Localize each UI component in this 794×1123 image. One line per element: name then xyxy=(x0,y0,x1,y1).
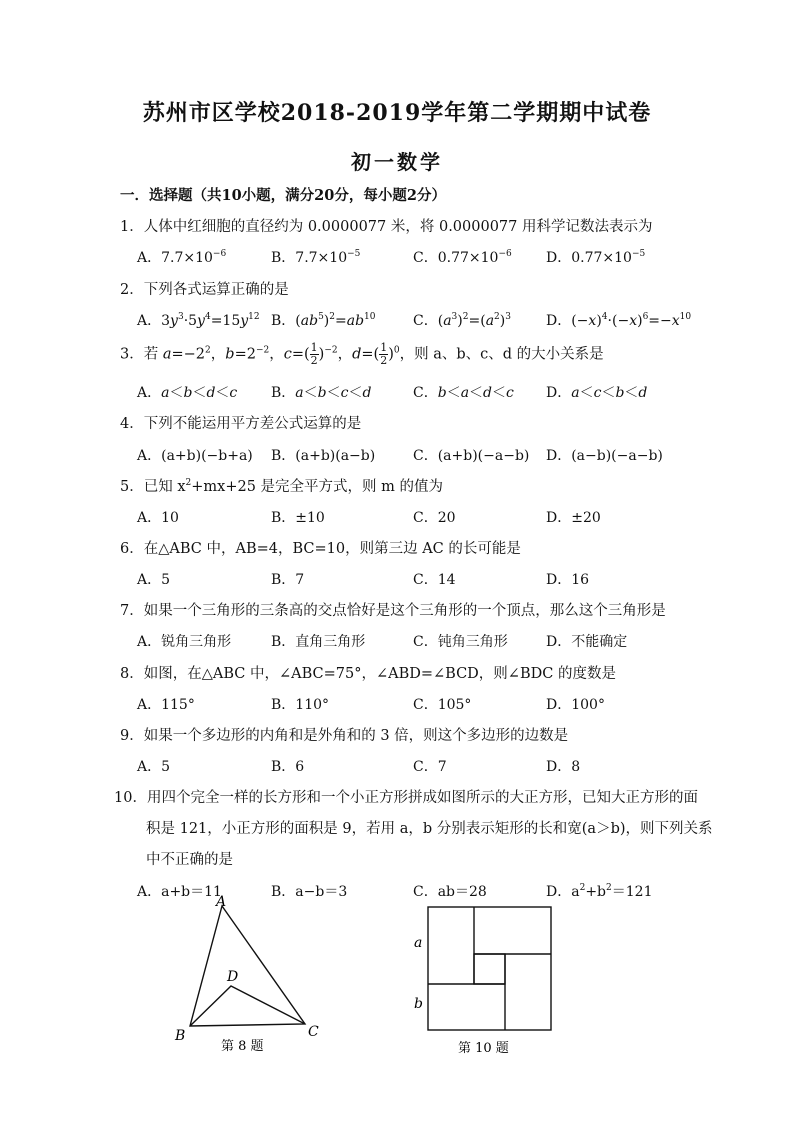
question-10-line-2: 积是 121，小正方形的面积是 9，若用 a，b 分别表示矩形的长和宽(a＞b)，则下列关系 xyxy=(146,821,713,837)
q1-option-a: A．$7.7\times 10^{-6}$ xyxy=(137,249,227,266)
q4-option-b: B．(a+b)(a−b) xyxy=(271,448,376,464)
q10-option-b: B．a−b＝3 xyxy=(271,884,348,900)
q6-option-b: B．7 xyxy=(271,572,305,588)
point-a-label: A xyxy=(216,894,227,910)
q9-option-c: C．7 xyxy=(413,759,447,775)
question-1-stem: 1．人体中红细胞的直径约为 0.0000077 米，将 0.0000077 用科学记数法表示为 xyxy=(120,219,653,235)
q1-option-b: B．$7.7\times 10^{-5}$ xyxy=(271,249,361,266)
side-b-label: b xyxy=(414,996,423,1012)
triangle-abc xyxy=(190,906,305,1026)
question-6-stem: 6．在△ABC 中，AB=4，BC=10，则第三边 AC 的长可能是 xyxy=(120,541,521,557)
q7-option-d: D．不能确定 xyxy=(546,634,628,650)
section-heading: 一．选择题（共10小题，满分20分，每小题2分） xyxy=(120,187,446,204)
q7-option-c: C．钝角三角形 xyxy=(413,634,508,650)
question-7-stem: 7．如果一个三角形的三条高的交点恰好是这个三角形的一个顶点，那么这个三角形是 xyxy=(120,603,666,619)
q10-option-a: A．a+b＝11 xyxy=(137,884,222,900)
q2-option-a: A．$3y^3\cdot 5y^4=15y^{12}$ xyxy=(137,312,260,329)
question-9-stem: 9．如果一个多边形的内角和是外角和的 3 倍，则这个多边形的边数是 xyxy=(120,728,569,744)
q7-option-b: B．直角三角形 xyxy=(271,634,366,650)
q5-option-d: D．±20 xyxy=(546,510,601,526)
side-a-label: a xyxy=(414,935,423,951)
point-d-label: D xyxy=(227,969,239,985)
q5-option-b: B．±10 xyxy=(271,510,325,526)
q8-option-a: A．115° xyxy=(137,697,195,713)
q4-option-a: A．(a+b)(−b+a) xyxy=(137,448,253,464)
large-square xyxy=(428,907,551,1030)
q2-option-c: C．$(a^3)^2=(a^2)^3$ xyxy=(413,312,511,329)
figure-10-square xyxy=(400,900,570,1060)
q3-option-a: A．a＜b＜d＜c xyxy=(137,385,238,401)
question-10-line-1: 10．用四个完全一样的长方形和一个小正方形拼成如图所示的大正方形，已知大正方形的面 xyxy=(114,790,698,806)
q8-option-b: B．110° xyxy=(271,697,330,713)
q2-option-d: D．$(-x)^4\cdot(-x)^6=-x^{10}$ xyxy=(546,312,692,329)
q5-option-c: C．20 xyxy=(413,510,456,526)
q6-option-d: D．16 xyxy=(546,572,590,588)
q10-option-c: C．ab＝28 xyxy=(413,884,487,900)
question-2-stem: 2．下列各式运算正确的是 xyxy=(120,282,289,298)
question-10-line-3: 中不正确的是 xyxy=(146,852,233,868)
small-square xyxy=(474,954,505,984)
figure-8-caption: 第 8 题 xyxy=(221,1039,264,1054)
q8-option-d: D．100° xyxy=(546,697,605,713)
q6-option-a: A．5 xyxy=(137,572,171,588)
q3-option-d: D．a＜c＜b＜d xyxy=(546,385,648,401)
q9-option-d: D．8 xyxy=(546,759,581,775)
q6-option-c: C．14 xyxy=(413,572,456,588)
q1-option-c: C．$0.77\times 10^{-6}$ xyxy=(413,249,512,266)
question-5-stem: 5．已知 $x^2+mx+25$ 是完全平方式，则 m 的值为 xyxy=(120,478,444,495)
question-8-stem: 8．如图，在△ABC 中，∠ABC=75°，∠ABD=∠BCD，则∠BDC 的度数是 xyxy=(120,666,616,682)
q5-option-a: A．10 xyxy=(137,510,179,526)
exam-title: 苏州市区学校2018-2019学年第二学期期中试卷 xyxy=(142,100,652,126)
q4-option-d: D．(a−b)(−a−b) xyxy=(546,448,663,464)
q8-option-c: C．105° xyxy=(413,697,472,713)
exam-subtitle: 初一数学 xyxy=(351,150,443,174)
q4-option-c: C．(a+b)(−a−b) xyxy=(413,448,530,464)
q3-option-b: B．a＜b＜c＜d xyxy=(271,385,372,401)
point-c-label: C xyxy=(308,1024,319,1040)
question-3-stem: 3．若 $a=-2^2$，$b=2^{-2}$，c=( $\frac{1}{2}$ )$^{-2}$，d=( $\frac{1}{2}$ )$^0$，则 a、b、c、d 的大小关系是 xyxy=(120,341,604,367)
figure-10-caption: 第 10 题 xyxy=(458,1041,509,1056)
q1-option-d: D．$0.77\times 10^{-5}$ xyxy=(546,249,646,266)
point-b-label: B xyxy=(175,1028,186,1044)
question-4-stem: 4．下列不能运用平方差公式运算的是 xyxy=(120,416,362,432)
q2-option-b: B．$(ab^5)^2=ab^{10}$ xyxy=(271,312,376,329)
q3-option-c: C．b＜a＜d＜c xyxy=(413,385,514,401)
q7-option-a: A．锐角三角形 xyxy=(137,634,232,650)
q9-option-a: A．5 xyxy=(137,759,171,775)
q10-option-d: D．$a^2+b^2=121$ xyxy=(546,883,653,900)
segments-bd-dc xyxy=(190,986,305,1026)
q9-option-b: B．6 xyxy=(271,759,305,775)
figure-8-triangle xyxy=(160,892,340,1062)
